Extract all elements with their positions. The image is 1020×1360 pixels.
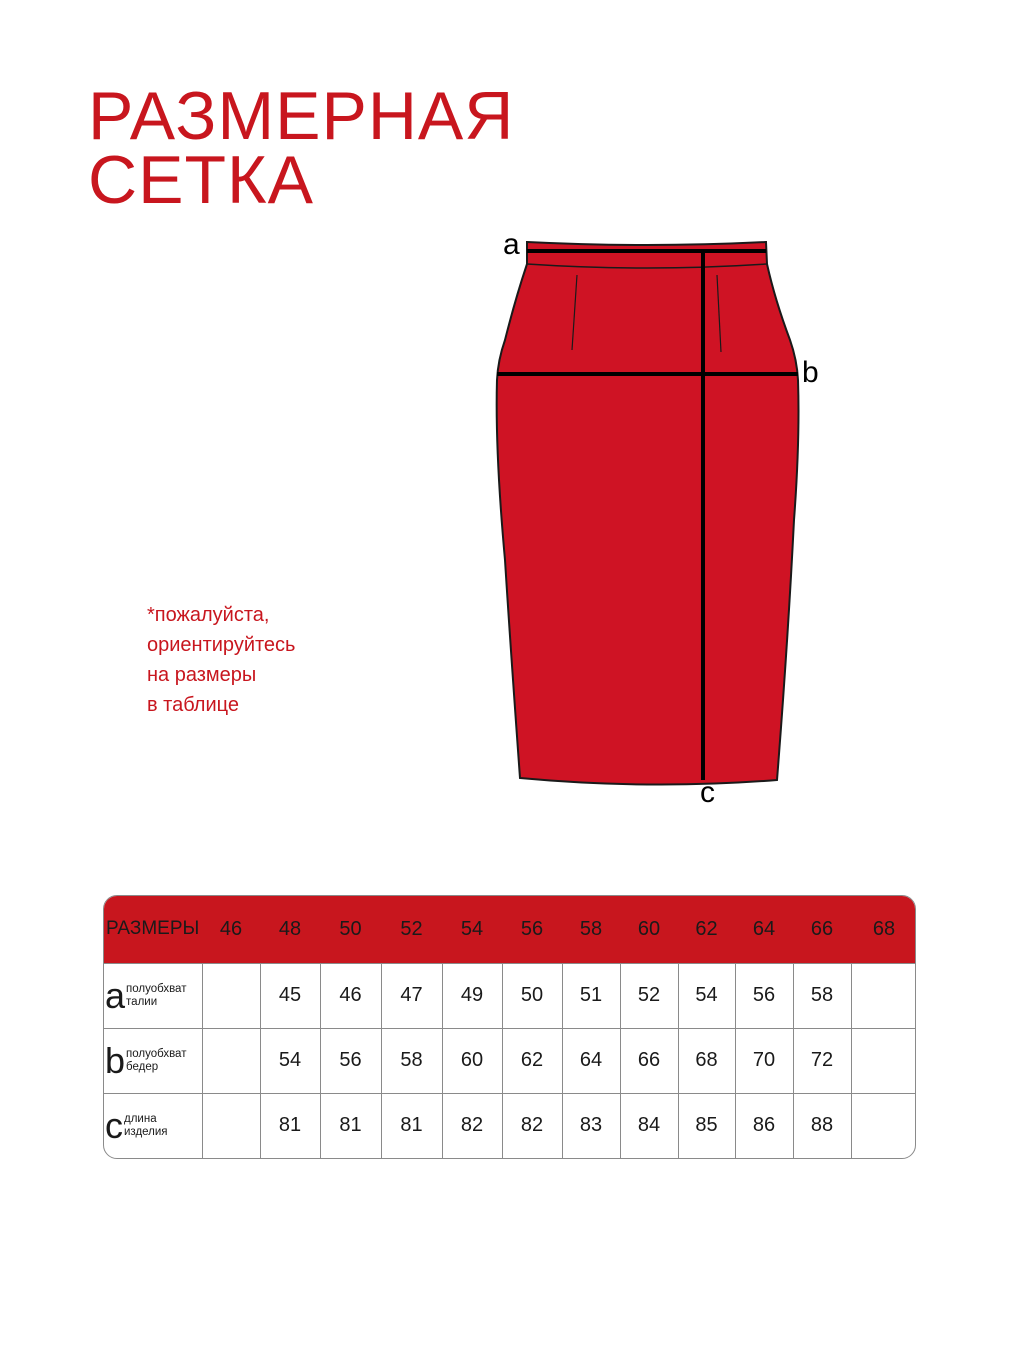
table-row-c: [104, 1093, 916, 1158]
row-desc-line: изделия: [124, 1125, 168, 1138]
skirt-diagram: [480, 225, 840, 805]
table-cell: 82: [502, 1093, 562, 1158]
note-line-3: на размеры: [147, 664, 257, 686]
table-row-b: [104, 1028, 916, 1093]
table-cell: 46: [320, 963, 381, 1028]
table-cell: 70: [735, 1028, 793, 1093]
table-cell: 58: [793, 963, 851, 1028]
size-header: 58: [579, 917, 603, 940]
size-header: 62: [695, 917, 718, 940]
table-cell: 47: [381, 963, 442, 1028]
table-cell: 51: [562, 963, 620, 1028]
table-cell: [202, 1093, 260, 1158]
row-desc-line: талии: [126, 995, 158, 1008]
row-desc-line: полуобхват: [126, 982, 187, 995]
measure-label-a: a: [503, 228, 520, 261]
row-description: [126, 1048, 186, 1074]
table-cell: 62: [502, 1028, 562, 1093]
table-cell: 83: [562, 1093, 620, 1158]
table-cell: 66: [620, 1028, 678, 1093]
table-cell: [202, 1028, 260, 1093]
size-header: 54: [460, 917, 484, 940]
size-header: 52: [400, 917, 423, 940]
table-cell: 68: [678, 1028, 735, 1093]
size-header: 48: [278, 917, 302, 940]
size-header: 66: [810, 917, 834, 940]
note: [147, 600, 407, 720]
table-cell: 54: [678, 963, 735, 1028]
table-cell: 54: [260, 1028, 320, 1093]
row-letter: b: [105, 1039, 126, 1081]
size-header: 50: [339, 917, 362, 940]
table-cell: 88: [793, 1093, 851, 1158]
table-header-row: [104, 896, 916, 963]
note-line-2: ориентируйтесь: [147, 634, 296, 656]
row-description: [126, 983, 186, 1009]
title-line-2: СЕТКА: [88, 142, 314, 218]
size-header: 68: [872, 917, 896, 940]
table-row-a: [104, 963, 916, 1028]
table-cell: 85: [678, 1093, 735, 1158]
table-cell: 84: [620, 1093, 678, 1158]
row-letter: a: [105, 974, 126, 1016]
table-cell: [851, 1028, 916, 1093]
table-cell: [202, 963, 260, 1028]
measure-label-b: b: [802, 356, 819, 389]
table-cell: 81: [260, 1093, 320, 1158]
row-description: [124, 1113, 168, 1139]
table-cell: 64: [562, 1028, 620, 1093]
row-label-b: [104, 1028, 202, 1093]
sizes-header-label: РАЗМЕРЫ: [106, 918, 200, 940]
table-cell: 50: [502, 963, 562, 1028]
row-label-a: [104, 963, 202, 1028]
table-cell: 86: [735, 1093, 793, 1158]
table-cell: 58: [381, 1028, 442, 1093]
size-header: 56: [520, 917, 544, 940]
table-cell: 72: [793, 1028, 851, 1093]
note-line-1: *пожалуйста,: [147, 604, 270, 626]
table-cell: 56: [320, 1028, 381, 1093]
table-cell: 52: [620, 963, 678, 1028]
size-header: 60: [637, 917, 661, 940]
row-letter: c: [105, 1104, 123, 1146]
row-desc-line: длина: [124, 1112, 157, 1125]
size-header: 46: [219, 917, 243, 940]
measure-label-c: c: [700, 776, 715, 809]
note-line-4: в таблице: [147, 694, 239, 716]
title-line-1: РАЗМЕРНАЯ: [88, 78, 515, 154]
row-desc-line: полуобхват: [126, 1047, 187, 1060]
table-cell: 81: [320, 1093, 381, 1158]
row-label-c: [104, 1093, 202, 1158]
row-desc-line: бедер: [126, 1060, 159, 1073]
table-cell: 82: [442, 1093, 502, 1158]
table-cell: 49: [442, 963, 502, 1028]
table-cell: 56: [735, 963, 793, 1028]
page-title: [88, 78, 515, 218]
size-table: [103, 895, 916, 1159]
table-cell: 60: [442, 1028, 502, 1093]
table-cell: 81: [381, 1093, 442, 1158]
table-cell: 45: [260, 963, 320, 1028]
table-cell: [851, 963, 916, 1028]
skirt-body: [497, 242, 799, 785]
table-cell: [851, 1093, 916, 1158]
size-header: 64: [752, 917, 776, 940]
